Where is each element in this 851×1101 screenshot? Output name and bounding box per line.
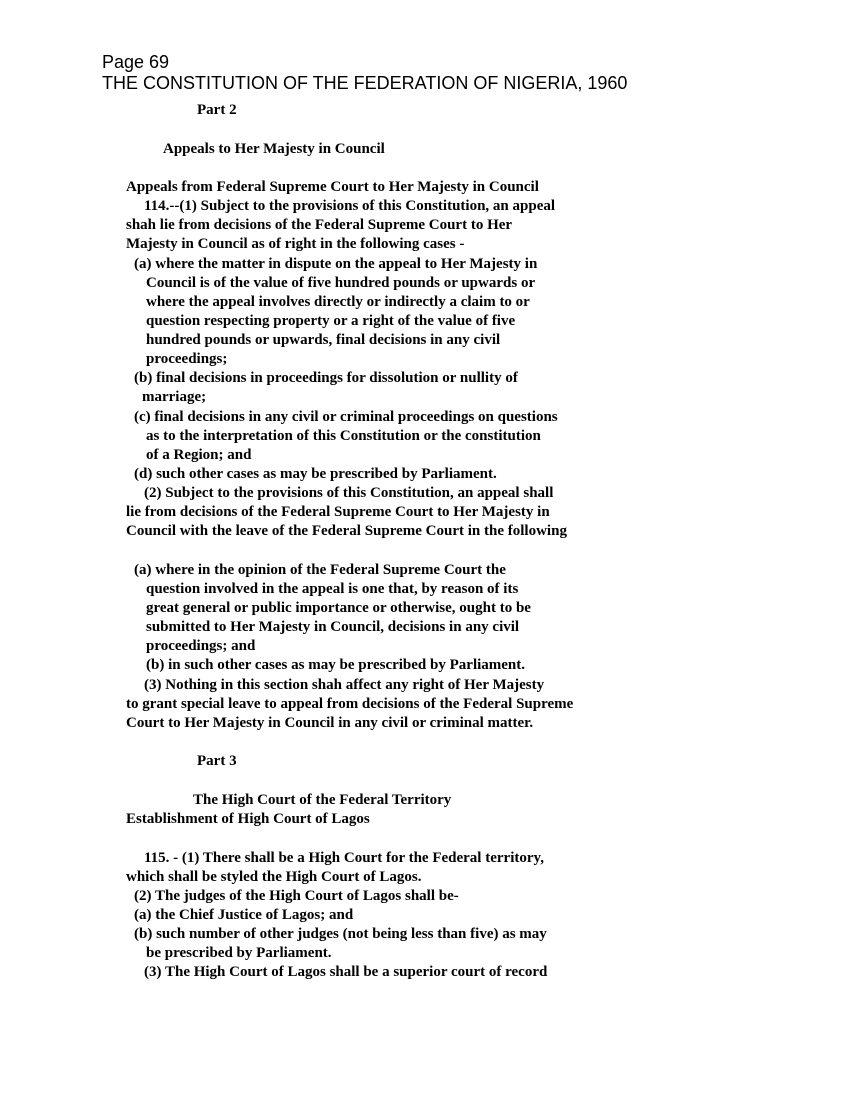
text-line: of a Region; and xyxy=(146,447,252,463)
text-line: proceedings; xyxy=(146,351,228,367)
document-title: THE CONSTITUTION OF THE FEDERATION OF NIGERIA, 1960 xyxy=(102,73,628,93)
text-line: (c) final decisions in any civil or criminal proceedings on questions xyxy=(134,409,558,425)
marginal-heading: Appeals from Federal Supreme Court to Her Majesty in Council xyxy=(126,179,539,195)
text-line: submitted to Her Majesty in Council, decisions in any civil xyxy=(146,619,520,635)
text-line: shah lie from decisions of the Federal Supreme Court to Her xyxy=(126,217,513,233)
text-line: Council is of the value of five hundred pounds or upwards or xyxy=(146,275,536,291)
section-heading: Appeals to Her Majesty in Council xyxy=(163,141,385,157)
text-line: as to the interpretation of this Constitution or the constitution xyxy=(146,428,541,444)
text-line: (2) Subject to the provisions of this Constitution, an appeal shall xyxy=(144,485,554,501)
text-line: which shall be styled the High Court of Lagos. xyxy=(126,869,422,885)
text-line: be prescribed by Parliament. xyxy=(146,945,332,961)
text-line: Council with the leave of the Federal Supreme Court in the following xyxy=(126,523,567,539)
text-line: (3) The High Court of Lagos shall be a superior court of record xyxy=(144,964,548,980)
marginal-heading: Establishment of High Court of Lagos xyxy=(126,811,370,827)
text-line: lie from decisions of the Federal Supreme Court to Her Majesty in xyxy=(126,504,550,520)
text-line: question involved in the appeal is one that, by reason of its xyxy=(146,581,519,597)
text-line: (a) where in the opinion of the Federal Supreme Court the xyxy=(134,562,506,578)
text-line: (d) such other cases as may be prescribed by Parliament. xyxy=(134,466,497,482)
text-line: (2) The judges of the High Court of Lagos shall be- xyxy=(134,888,459,904)
text-line: hundred pounds or upwards, final decisions in any civil xyxy=(146,332,501,348)
text-line: proceedings; and xyxy=(146,638,256,654)
text-line: question respecting property or a right of the value of five xyxy=(146,313,516,329)
text-line: (a) where the matter in dispute on the appeal to Her Majesty in xyxy=(134,256,538,272)
text-line: where the appeal involves directly or indirectly a claim to or xyxy=(146,294,530,310)
text-line: to grant special leave to appeal from decisions of the Federal Supreme xyxy=(126,696,574,712)
text-line: marriage; xyxy=(142,389,207,405)
part-heading: Part 2 xyxy=(197,102,237,118)
text-line: (a) the Chief Justice of Lagos; and xyxy=(134,907,354,923)
text-line: Majesty in Council as of right in the following cases - xyxy=(126,236,465,252)
text-line: (3) Nothing in this section shah affect any right of Her Majesty xyxy=(144,677,545,693)
text-line: (b) final decisions in proceedings for dissolution or nullity of xyxy=(134,370,518,386)
text-line: great general or public importance or otherwise, ought to be xyxy=(146,600,531,616)
page-number: Page 69 xyxy=(102,52,170,72)
text-line: (b) in such other cases as may be prescribed by Parliament. xyxy=(146,657,526,673)
section-heading: The High Court of the Federal Territory xyxy=(193,792,452,808)
text-line: (b) such number of other judges (not being less than five) as may xyxy=(134,926,547,942)
text-line: 115. - (1) There shall be a High Court for the Federal territory, xyxy=(144,850,544,866)
text-line: 114.--(1) Subject to the provisions of this Constitution, an appeal xyxy=(144,198,556,214)
text-line: Court to Her Majesty in Council in any civil or criminal matter. xyxy=(126,715,534,731)
part-heading: Part 3 xyxy=(197,753,237,769)
